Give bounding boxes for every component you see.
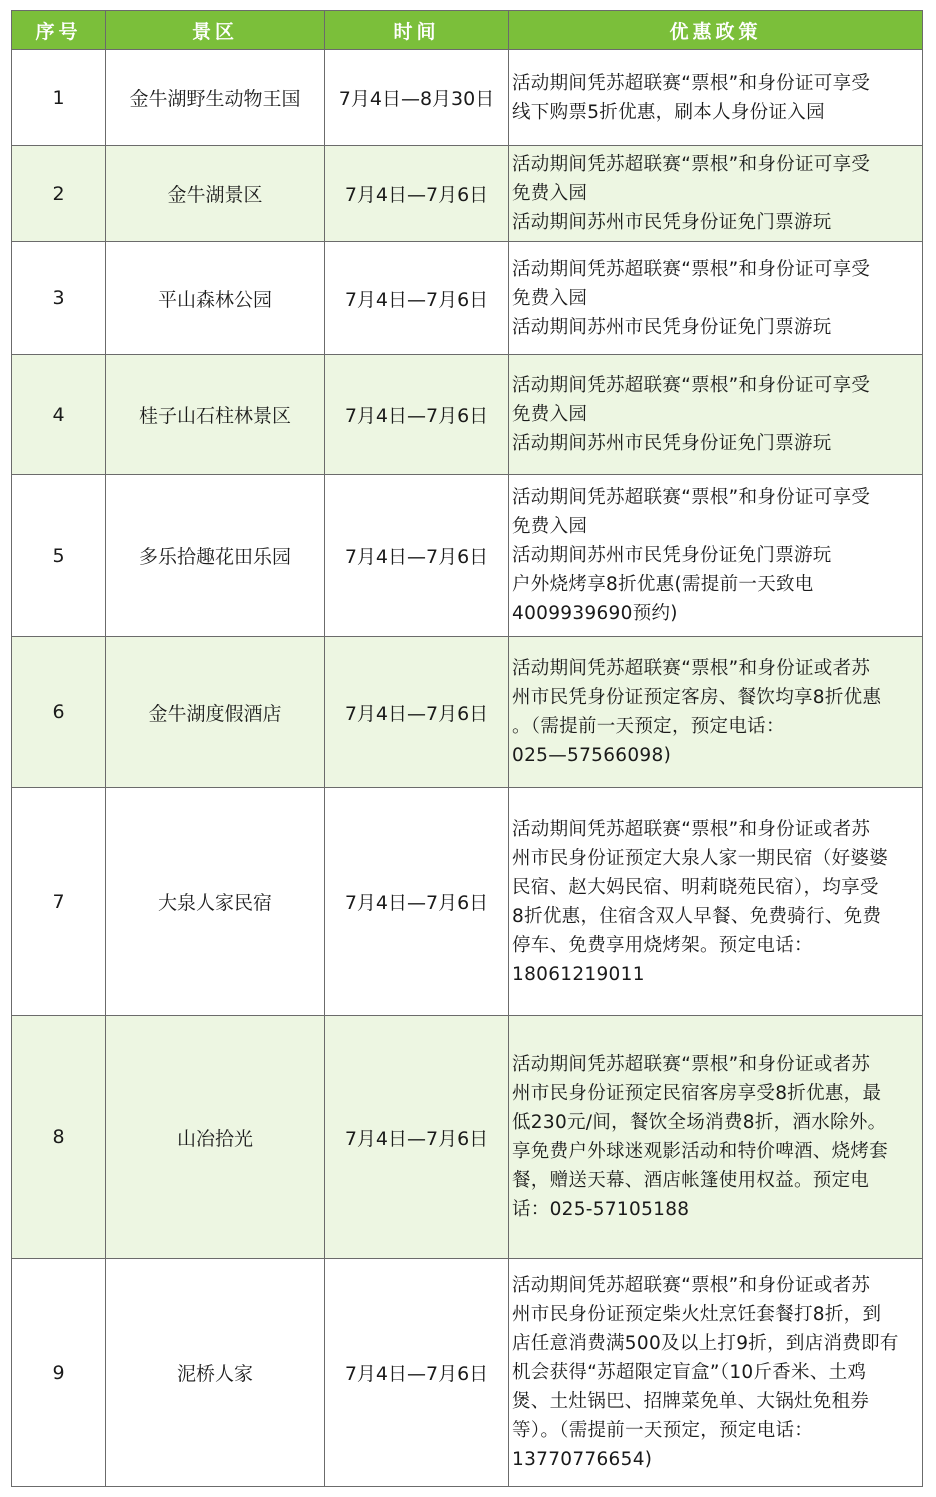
policy-line: 州市民身份证预定柴火灶烹饪套餐打8折，到 [512, 1304, 882, 1325]
policy-line: 停车、免费享用烧烤架。预定电话： [512, 934, 813, 956]
policy-line: 活动期间凭苏超联赛“票根”和身份证可享受 [512, 72, 871, 94]
row-number: 8 [12, 1016, 106, 1259]
scenic-spot-name: 金牛湖度假酒店 [106, 637, 325, 788]
policy-line: 。（需提前一天预定，预定电话： [512, 716, 785, 737]
policy-line: 活动期间凭苏超联赛“票根”和身份证可享受 [512, 375, 871, 396]
table-row [12, 637, 923, 788]
scenic-spot-name: 桂子山石柱林景区 [106, 355, 325, 475]
row-number: 9 [12, 1259, 106, 1487]
policy-line: 话：025-57105188 [512, 1199, 690, 1220]
policy-cell [509, 50, 923, 146]
policy-line: 店任意消费满500及以上打9折，到店消费即有 [512, 1333, 899, 1354]
policy-line: 享免费户外球迷观影活动和特价啤酒、烧烤套 [512, 1141, 889, 1162]
table-row [12, 355, 923, 475]
time-range: 7月4日—7月6日 [325, 146, 509, 242]
row-number: 6 [12, 637, 106, 788]
policy-cell [509, 788, 923, 1016]
row-number: 7 [12, 788, 106, 1016]
policy-line: 低230元/间，餐饮全场消费8折，酒水除外。 [512, 1112, 887, 1133]
policy-cell [509, 637, 923, 788]
policy-line: 民宿、赵大妈民宿、明莉晓苑民宿），均享受 [512, 876, 879, 898]
policy-line: 餐，赠送天幕、酒店帐篷使用权益。预定电 [512, 1170, 870, 1191]
policy-cell [509, 475, 923, 637]
time-range: 7月4日—7月6日 [325, 475, 509, 637]
policy-line: 活动期间凭苏超联赛“票根”和身份证可享受 [512, 487, 871, 508]
scenic-spot-name: 山冶拾光 [106, 1016, 325, 1259]
policy-line: 8折优惠，住宿含双人早餐、免费骑行、免费 [512, 905, 882, 927]
policy-line: 活动期间凭苏超联赛“票根”和身份证可享受 [512, 154, 871, 175]
policy-line: 18061219011 [512, 963, 645, 985]
scenic-spot-name: 平山森林公园 [106, 242, 325, 355]
row-number: 5 [12, 475, 106, 637]
policy-line: 煲、土灶锅巴、招牌菜免单、大锅灶免租券 [512, 1391, 870, 1412]
time-range: 7月4日—7月6日 [325, 355, 509, 475]
scenic-spot-name: 大泉人家民宿 [106, 788, 325, 1016]
scenic-spot-name: 泥桥人家 [106, 1259, 325, 1487]
policy-line: 州市民身份证预定民宿客房享受8折优惠，最 [512, 1083, 882, 1104]
time-range: 7月4日—7月6日 [325, 1016, 509, 1259]
scenic-spot-name: 金牛湖景区 [106, 146, 325, 242]
discount-table [11, 10, 923, 1487]
policy-line: 13770776654) [512, 1449, 653, 1470]
policy-line: 机会获得“苏超限定盲盒”（10斤香米、土鸡 [512, 1362, 867, 1383]
scenic-spot-name: 多乐拾趣花田乐园 [106, 475, 325, 637]
policy-line: 活动期间苏州市民凭身份证免门票游玩 [512, 545, 832, 566]
policy-line: 户外烧烤享8折优惠(需提前一天致电 [512, 574, 814, 595]
table-row [12, 475, 923, 637]
policy-line: 活动期间凭苏超联赛“票根”和身份证或者苏 [512, 1275, 871, 1296]
header-policy: 优惠政策 [509, 11, 923, 50]
policy-line: 活动期间凭苏超联赛“票根”和身份证或者苏 [512, 818, 871, 840]
time-range: 7月4日—8月30日 [325, 50, 509, 146]
policy-cell [509, 355, 923, 475]
header-scenic-spot: 景区 [106, 11, 325, 50]
table-row [12, 1016, 923, 1259]
table-row [12, 1259, 923, 1487]
policy-cell [509, 242, 923, 355]
policy-cell [509, 146, 923, 242]
time-range: 7月4日—7月6日 [325, 242, 509, 355]
row-number: 2 [12, 146, 106, 242]
policy-line: 活动期间凭苏超联赛“票根”和身份证可享受 [512, 258, 871, 280]
policy-line: 免费入园 [512, 183, 588, 204]
policy-line: 免费入园 [512, 404, 588, 425]
policy-line: 州市民凭身份证预定客房、餐饮均享8折优惠 [512, 687, 882, 708]
table-row [12, 242, 923, 355]
table-row [12, 788, 923, 1016]
header-no: 序号 [12, 11, 106, 50]
row-number: 3 [12, 242, 106, 355]
policy-line: 免费入园 [512, 287, 588, 309]
policy-line: 活动期间凭苏超联赛“票根”和身份证或者苏 [512, 1054, 871, 1075]
row-number: 1 [12, 50, 106, 146]
policy-line: 活动期间苏州市民凭身份证免门票游玩 [512, 433, 832, 454]
policy-line: 免费入园 [512, 516, 588, 537]
policy-line: 线下购票5折优惠，刷本人身份证入园 [512, 101, 825, 123]
policy-line: 4009939690预约) [512, 603, 678, 624]
header-time: 时间 [325, 11, 509, 50]
policy-line: 活动期间苏州市民凭身份证免门票游玩 [512, 212, 832, 233]
time-range: 7月4日—7月6日 [325, 788, 509, 1016]
time-range: 7月4日—7月6日 [325, 637, 509, 788]
scenic-spot-name: 金牛湖野生动物王国 [106, 50, 325, 146]
policy-line: 活动期间苏州市民凭身份证免门票游玩 [512, 316, 832, 338]
policy-line: 活动期间凭苏超联赛“票根”和身份证或者苏 [512, 658, 871, 679]
table-row [12, 146, 923, 242]
row-number: 4 [12, 355, 106, 475]
table-row [12, 50, 923, 146]
policy-line: 等）。（需提前一天预定，预定电话： [512, 1420, 814, 1441]
policy-cell [509, 1259, 923, 1487]
time-range: 7月4日—7月6日 [325, 1259, 509, 1487]
policy-line: 州市民身份证预定大泉人家一期民宿（好婆婆 [512, 847, 889, 869]
policy-cell [509, 1016, 923, 1259]
policy-line: 025—57566098) [512, 745, 672, 766]
header-row [12, 11, 923, 50]
table-body [12, 50, 923, 1487]
